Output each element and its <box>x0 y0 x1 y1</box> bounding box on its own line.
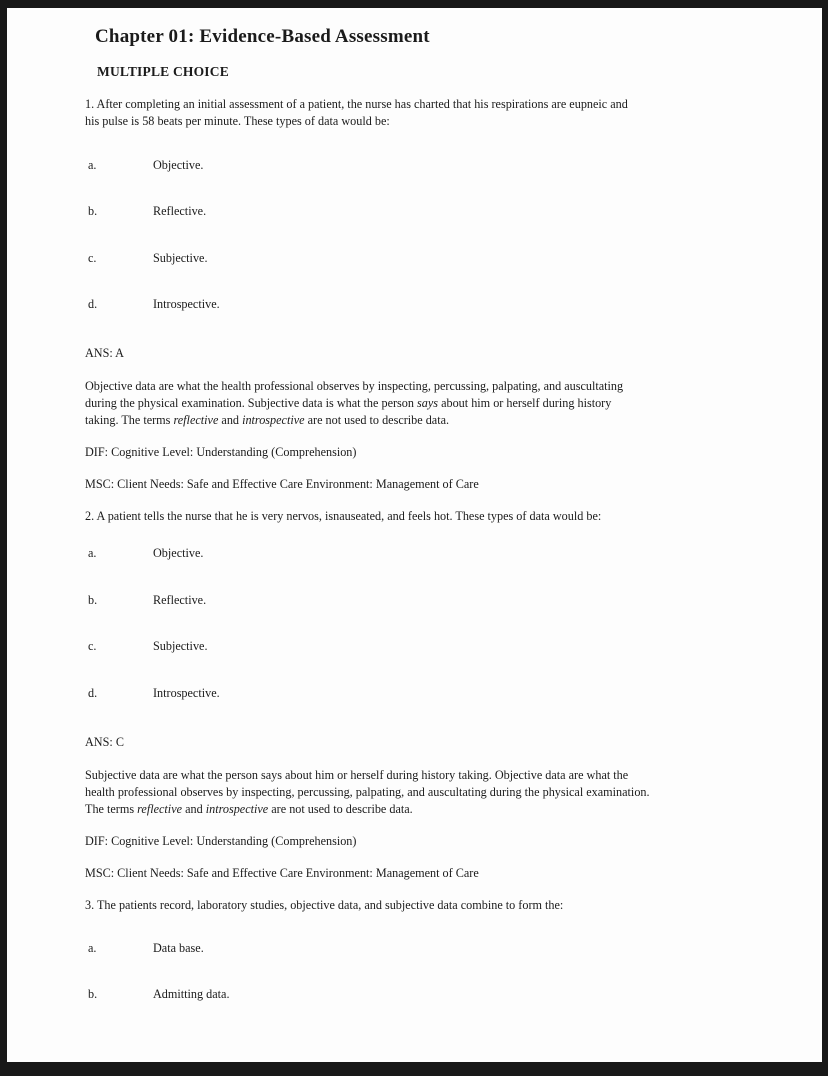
option-letter: a. <box>88 941 97 955</box>
option-label: Subjective. <box>153 251 208 265</box>
question-2-rationale <box>85 767 650 818</box>
question-line: 1. After completing an initial assessment of a patient, the nurse has charted that his respirations are eupneic and <box>85 97 628 111</box>
question-1-answer: ANS: A <box>85 346 124 360</box>
question-3-option-b <box>88 987 230 1001</box>
question-line: 2. A patient tells the nurse that he is very nervos, isnauseated, and feels hot. These types of data would be: <box>85 509 602 523</box>
option-letter: c. <box>88 639 97 653</box>
section-heading: MULTIPLE CHOICE <box>97 64 229 79</box>
question-1-rationale <box>85 378 623 429</box>
question-2-text <box>85 508 601 525</box>
question-2-option-d <box>88 686 220 700</box>
question-1-text <box>85 96 628 130</box>
option-label: Subjective. <box>153 639 208 653</box>
question-1-option-a <box>88 158 203 172</box>
question-1-option-c <box>88 251 208 265</box>
question-line: his pulse is 58 beats per minute. These types of data would be: <box>85 114 390 128</box>
question-1-option-d <box>88 297 220 311</box>
question-1-option-b <box>88 204 206 218</box>
option-label: Data base. <box>153 941 204 955</box>
option-letter: c. <box>88 251 97 265</box>
rationale-line: taking. The terms reflective and introspective are not used to describe data. <box>85 413 450 427</box>
chapter-title: Chapter 01: Evidence-Based Assessment <box>95 26 430 47</box>
option-letter: b. <box>88 204 98 218</box>
option-label: Objective. <box>153 546 204 560</box>
option-label: Introspective. <box>153 686 220 700</box>
option-label: Admitting data. <box>153 987 230 1001</box>
question-3-option-a <box>88 941 204 955</box>
option-letter: d. <box>88 686 98 700</box>
option-letter: a. <box>88 546 97 560</box>
document-page <box>7 8 822 1062</box>
question-2-answer: ANS: C <box>85 735 124 749</box>
question-2-option-a <box>88 546 203 560</box>
question-1-dif: DIF: Cognitive Level: Understanding (Comprehension) <box>85 445 357 459</box>
option-letter: d. <box>88 297 98 311</box>
question-1-msc: MSC: Client Needs: Safe and Effective Care Environment: Management of Care <box>85 477 479 491</box>
option-label: Introspective. <box>153 297 220 311</box>
option-letter: a. <box>88 158 97 172</box>
option-label: Objective. <box>153 158 204 172</box>
question-2-option-c <box>88 639 208 653</box>
option-letter: b. <box>88 593 98 607</box>
option-letter: b. <box>88 987 98 1001</box>
question-2-option-b <box>88 593 206 607</box>
option-label: Reflective. <box>153 593 207 607</box>
rationale-line: The terms reflective and introspective are not used to describe data. <box>85 802 413 816</box>
question-3-text <box>85 897 563 914</box>
question-2-msc: MSC: Client Needs: Safe and Effective Care Environment: Management of Care <box>85 866 479 880</box>
question-2-dif: DIF: Cognitive Level: Understanding (Comprehension) <box>85 834 357 848</box>
rationale-line: during the physical examination. Subjective data is what the person says about him or herself during history <box>85 396 612 410</box>
rationale-line: health professional observes by inspecting, percussing, palpating, and auscultating during the physical examination. <box>85 785 650 799</box>
question-line: 3. The patients record, laboratory studies, objective data, and subjective data combine to form the: <box>85 898 564 912</box>
rationale-line: Subjective data are what the person says about him or herself during history taking. Objective data are what the <box>85 768 629 782</box>
option-label: Reflective. <box>153 204 207 218</box>
rationale-line: Objective data are what the health professional observes by inspecting, percussing, palpating, and auscultating <box>85 379 624 393</box>
